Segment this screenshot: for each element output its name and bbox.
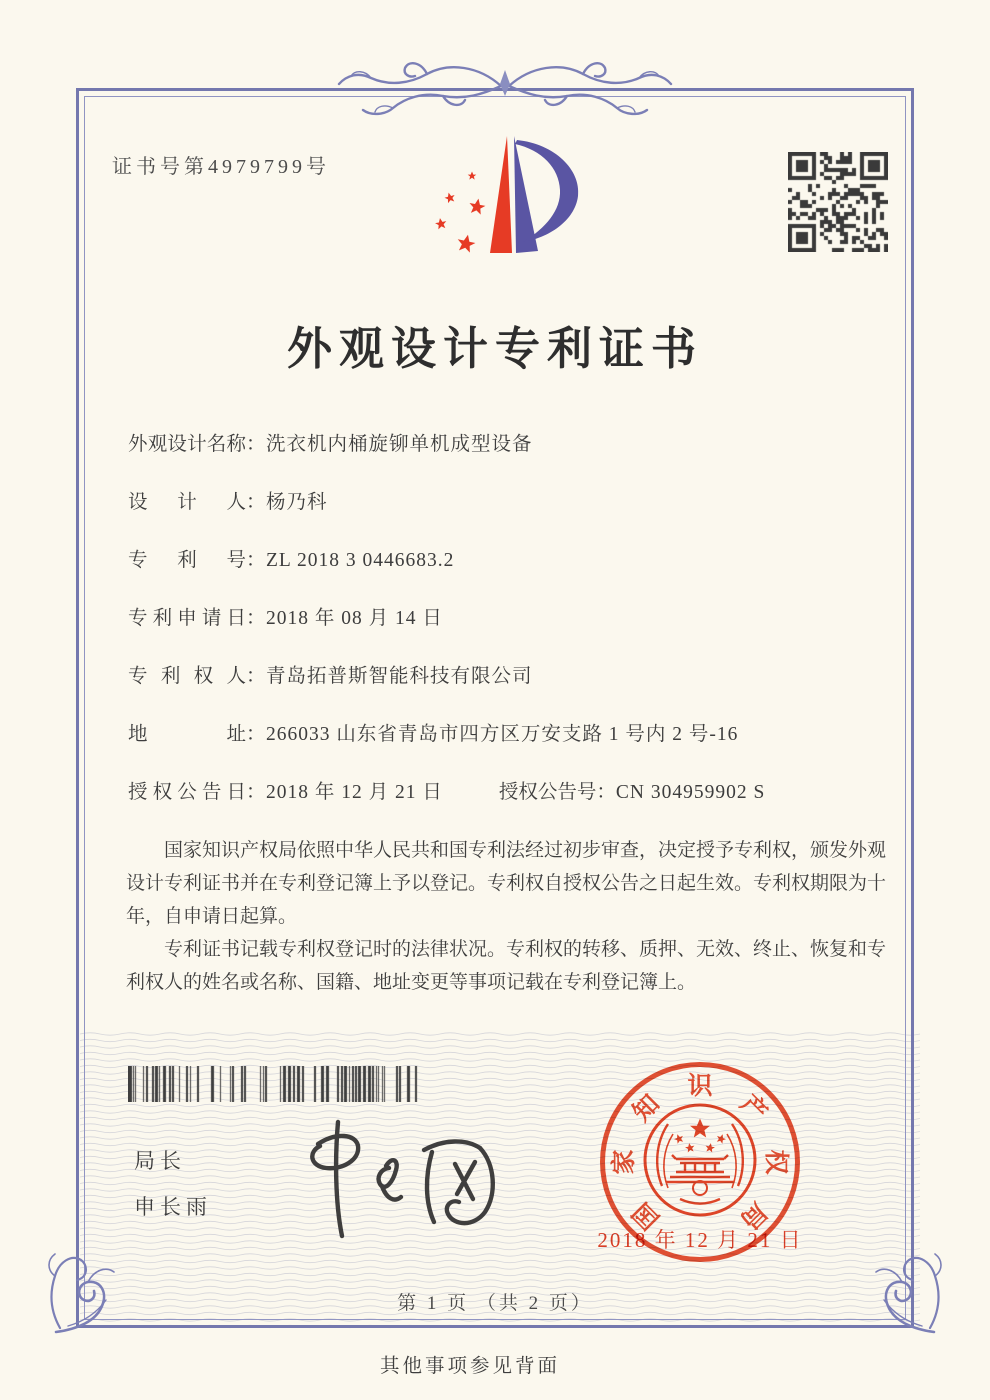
field-row-grant-date [128,776,765,804]
qr-code [788,152,888,252]
back-note: 其他事项参见背面 [379,1356,560,1377]
field-label: 授权公告日 [128,782,246,803]
field-row-designer [128,486,328,514]
field-label: 地址 [128,724,246,745]
grant-number-label: 授权公告号 [498,782,597,803]
field-row-address [128,718,738,746]
corner-flourish-left-icon [36,1236,136,1336]
field-row-filing-date [128,602,443,630]
field-colon: ： [596,782,616,803]
field-colon: ： [246,666,266,687]
field-value: 2018 年 12 月 21 日 [266,782,443,803]
signer-title: 局长 [134,1149,186,1173]
field-value: 洗衣机内桶旋铆单机成型设备 [266,434,533,455]
barcode [128,1066,418,1102]
field-value: 杨乃科 [266,492,328,513]
field-colon: ： [246,782,266,803]
seal-date: 2018 年 12 月 21 日 [597,1228,803,1252]
field-colon: ： [246,724,266,745]
grant-number-value: CN 304959902 S [615,782,766,803]
field-row-design-name [128,428,533,456]
legal-text-block [126,834,886,999]
field-colon: ： [246,434,266,455]
corner-flourish-right-icon [854,1236,954,1336]
field-colon: ： [246,608,266,629]
legal-paragraph-1: 国家知识产权局依照中华人民共和国专利法经过初步审查，决定授予专利权，颁发外观设计专利证书并在专利登记簿上予以登记。专利权自授权公告之日起生效。专利权期限为十年，自申请日起算。 [126,840,887,927]
field-label: 专利申请日 [128,608,246,629]
seal-ring-char: 产 [734,1090,772,1128]
field-label: 专利权人 [128,666,246,687]
seal-ring-char: 家 [611,1149,638,1175]
field-label: 专利号 [128,550,246,571]
field-row-patent-no [128,544,454,572]
cnipa-logo-icon [420,128,600,288]
page-indicator: 第 1 页 （共 2 页） [397,1293,593,1314]
field-colon: ： [246,550,266,571]
seal-ring-char: 知 [628,1090,666,1128]
seal-ring-char: 识 [687,1073,713,1100]
national-emblem-icon [640,1100,760,1220]
top-dragon-ornament-icon [305,44,705,128]
certificate-title: 外观设计专利证书 [286,324,703,374]
field-label: 设计人 [128,492,246,513]
signature-icon [258,1106,528,1246]
field-colon: ： [246,492,266,513]
signer-name: 申长雨 [134,1195,212,1219]
certificate-number: 证书号第4979799号 [112,156,330,178]
field-value: 青岛拓普斯智能科技有限公司 [266,666,533,687]
field-value: 2018 年 08 月 14 日 [266,608,443,629]
field-value: 266033 山东省青岛市四方区万安支路 1 号内 2 号-16 [266,724,739,745]
seal-ring-char: 局 [734,1196,772,1234]
field-label: 外观设计名称 [128,434,246,455]
field-value: ZL 2018 3 0446683.2 [266,550,455,571]
seal-ring-char: 权 [762,1149,789,1175]
legal-paragraph-2: 专利证书记载专利权登记时的法律状况。专利权的转移、质押、无效、终止、恢复和专利权人的姓名或名称、国籍、地址变更等事项记载在专利登记簿上。 [126,939,887,993]
seal-ring-char: 国 [628,1196,666,1234]
signer-block [134,1138,212,1230]
field-row-patentee [128,660,533,688]
